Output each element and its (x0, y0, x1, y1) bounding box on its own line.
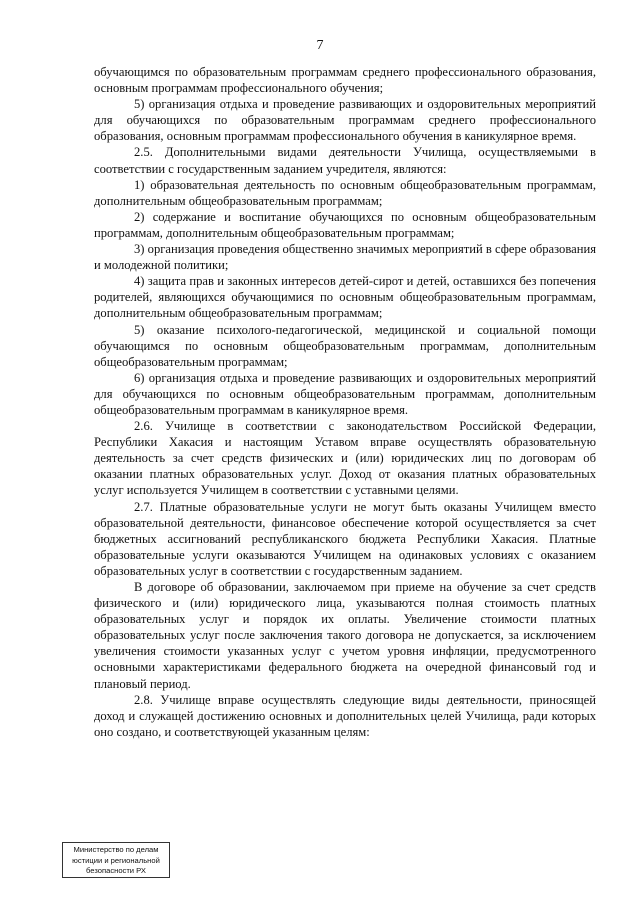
list-item: 5) оказание психолого-педагогической, медицинской и социальной помощи обучающимся по основным общеобразовательным программам, дополнительным общеобразовательным программам; (94, 322, 596, 369)
list-item: 1) образовательная деятельность по основным общеобразовательным программам, дополнительным общеобразовательным программам; (94, 177, 596, 208)
page-number: 7 (316, 38, 324, 53)
paragraph-2-8: 2.8. Училище вправе осуществлять следующие виды деятельности, приносящей доход и служащей достижению основных и дополнительных целей Училища, ради которых оно создано, и соответствующей указанным целям: (94, 692, 596, 739)
stamp-line: Министерство по делам (73, 845, 159, 854)
paragraph-2-6: 2.6. Училище в соответствии с законодательством Российской Федерации, Республики Хакасия и настоящим Уставом вправе осуществлять образовательную деятельность за счет средств физических и (или) юридических лиц по договорам об оказании платных образовательных услуг. Доход от оказания платных образовательных услуг используется Училищем в соответствии с уставными целями. (94, 419, 596, 498)
paragraph-2-7: 2.7. Платные образовательные услуги не могут быть оказаны Училищем вместо образовательной деятельности, финансовое обеспечение которой осуществляется за счет бюджетных ассигнований республиканского бюджета Республики Хакасия. Платные образовательные услуги оказываются Училищем на одинаковых условиях с оказанием образовательных услуг в соответствии с государственным заданием. (94, 499, 596, 578)
paragraph-2-5: 2.5. Дополнительными видами деятельности Училища, осуществляемыми в соответствии с государственным заданием учредителя, являются: (94, 145, 596, 176)
ministry-stamp (62, 842, 170, 878)
body-text (94, 64, 596, 740)
list-item: 4) защита прав и законных интересов детей-сирот и детей, оставшихся без попечения родителей, являющихся обучающимися по основным общеобразовательным программам, дополнительным общеобразовательным программам; (94, 274, 596, 321)
list-item: 2) содержание и воспитание обучающихся по основным общеобразовательным программам, дополнительным общеобразовательным программам; (94, 209, 596, 240)
stamp-line: юстиции и региональной (72, 855, 160, 865)
paragraph: 5) организация отдыха и проведение развивающих и оздоровительных мероприятий для обучающихся по образовательным программам среднего профессионального образования, основным программам профессионального обучения в каникулярное время. (94, 97, 596, 144)
list-item: 6) организация отдыха и проведение развивающих и оздоровительных мероприятий для обучающихся по основным общеобразовательным программам, дополнительным общеобразовательным программам в каникулярное время. (94, 370, 596, 417)
paragraph-continuation: обучающимся по образовательным программам среднего профессионального образования, основным программам профессионального обучения; (94, 65, 596, 96)
list-item: 3) организация проведения общественно значимых мероприятий в сфере образования и молодежной политики; (94, 242, 596, 273)
paragraph: В договоре об образовании, заключаемом при приеме на обучение за счет средств физического и (или) юридического лица, указываются полная стоимость платных образовательных услуг и порядок их оплаты. Увеличение стоимости платных образовательных услуг после заключения такого договора не допускается, за исключением увеличения стоимости указанных услуг с учетом уровня инфляции, предусмотренного основными характеристиками федерального бюджета на очередной финансовый год и плановый период. (94, 580, 596, 691)
stamp-line: безопасности РХ (86, 866, 146, 875)
